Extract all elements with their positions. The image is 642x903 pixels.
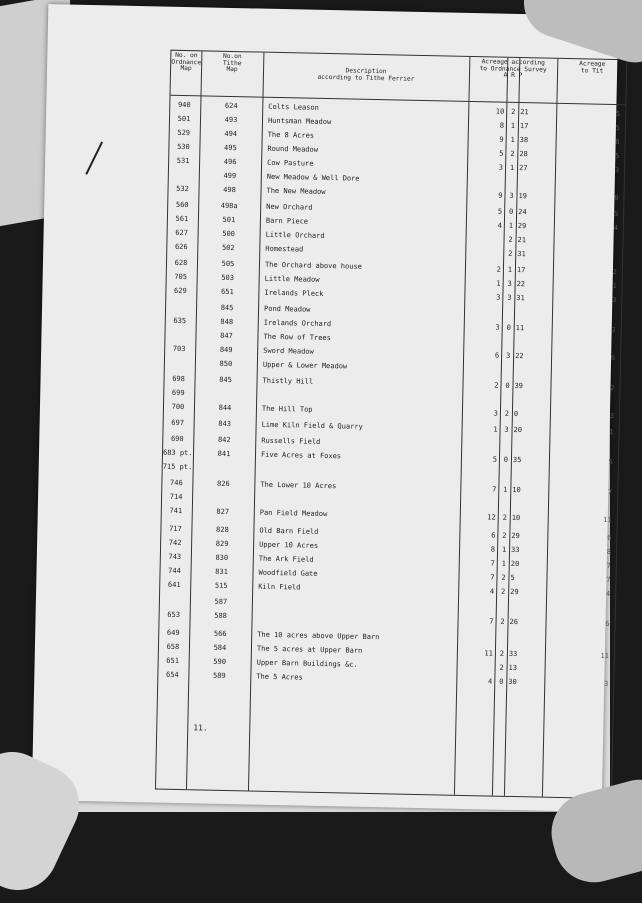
roods: 2: [498, 572, 508, 584]
roods: 2: [507, 148, 517, 160]
acres: 3: [486, 407, 498, 419]
tithe-acreage: 7: [596, 574, 610, 586]
ordnance-number: 532: [168, 183, 196, 196]
roods: 0: [501, 454, 511, 466]
field-description: Irelands Orchard: [264, 317, 464, 333]
perches: 27: [519, 162, 535, 174]
perches: 21: [517, 234, 533, 246]
roods: 3: [506, 190, 516, 202]
acres: 7: [482, 571, 494, 583]
tithe-number: 651: [196, 285, 258, 298]
acres: 10: [492, 105, 504, 117]
roods: 1: [508, 134, 518, 146]
ordnance-number: 529: [170, 127, 198, 140]
roods: 0: [504, 322, 514, 334]
tithe-number: 828: [191, 523, 253, 536]
tithe-acreage: 3: [605, 164, 619, 176]
ordnance-number: 741: [162, 505, 190, 518]
tithe-number: 499: [199, 169, 261, 182]
tithe-number: 584: [189, 641, 251, 654]
ordnance-number: 715 pt.: [163, 461, 191, 474]
acres: 8: [483, 543, 495, 555]
ordnance-number: [169, 169, 197, 170]
field-description: Pan Field Meadow: [260, 507, 460, 523]
tithe-number: 588: [190, 609, 252, 622]
perches: 17: [520, 120, 536, 132]
tithe-number: 843: [194, 417, 256, 430]
field-description: Round Meadow: [267, 143, 467, 159]
acres: 7: [484, 483, 496, 495]
header-description: Description according to Tithe Ferrier: [265, 67, 467, 84]
tithe-number: 826: [192, 477, 254, 490]
tithe-number: 502: [197, 241, 259, 254]
field-description: The 8 Acres: [268, 129, 468, 145]
field-description: New Meadow & Well Dore: [267, 171, 467, 187]
ordnance-number: 635: [166, 315, 194, 328]
tithe-number: 493: [200, 113, 262, 126]
acres: 12: [484, 511, 496, 523]
tithe-number: 849: [195, 343, 257, 356]
field-description: Homestead: [265, 243, 465, 259]
acres: 5: [491, 147, 503, 159]
tithe-number: 566: [189, 627, 251, 640]
field-description: Upper Barn Buildings &c.: [257, 657, 457, 673]
perches: 22: [517, 278, 533, 290]
tithe-number: 587: [190, 595, 252, 608]
perches: 5: [510, 572, 526, 584]
roods: 0: [502, 380, 512, 392]
tithe-number: 498: [198, 183, 260, 196]
perches: 35: [513, 454, 529, 466]
header-ordnance-map: No. on Ordnance Map: [171, 53, 201, 73]
tithe-acreage: 11: [595, 650, 609, 662]
field-description: Kiln Field: [258, 581, 458, 597]
tithe-number: [193, 461, 255, 462]
tithe-acreage: 7: [597, 560, 611, 572]
tithe-number: 829: [191, 537, 253, 550]
tithe-number: 515: [190, 579, 252, 592]
field-description: Little Orchard: [265, 229, 465, 245]
perches: 30: [508, 676, 524, 688]
tithe-number: 845: [196, 301, 258, 314]
ordnance-number: 629: [166, 285, 194, 298]
ordnance-number: 530: [169, 141, 197, 154]
perches: 39: [514, 380, 530, 392]
ordnance-number: [165, 357, 193, 358]
field-description: Irelands Pleck: [264, 287, 464, 303]
ordnance-number: [160, 595, 188, 596]
field-description: Woodfield Gate: [258, 567, 458, 583]
tithe-number: 847: [195, 329, 257, 342]
roods: 0: [506, 206, 516, 218]
tithe-acreage: 1: [599, 426, 613, 438]
field-description: Old Barn Field: [259, 525, 459, 541]
acres: 1: [489, 277, 501, 289]
roods: 1: [507, 162, 517, 174]
tithe-number: 831: [190, 565, 252, 578]
tithe-number: 850: [195, 357, 257, 370]
acres: 3: [491, 161, 503, 173]
ordnance-number: 742: [161, 537, 189, 550]
roods: 1: [499, 558, 509, 570]
tithe-acreage: 5: [599, 456, 613, 468]
tithe-acreage: 1: [602, 280, 616, 292]
tithe-number: 500: [198, 227, 260, 240]
ordnance-number: 697: [164, 417, 192, 430]
tithe-acreage: 11: [598, 514, 612, 526]
perches: 22: [515, 350, 531, 362]
tithe-number: 505: [197, 257, 259, 270]
ordnance-number: 940: [170, 99, 198, 112]
acres: 9: [490, 189, 502, 201]
tithe-number: 589: [188, 669, 250, 682]
tithe-acreage: 3: [594, 678, 608, 690]
header-acreage-ordnance: Acreage according to Ordnance Survey A R P: [469, 59, 557, 80]
field-description: Upper & Lower Meadow: [263, 359, 463, 375]
roods: 2: [505, 234, 515, 246]
acres: 4: [490, 219, 502, 231]
perches: 17: [517, 264, 533, 276]
tithe-number: 845: [194, 373, 256, 386]
ordnance-number: 653: [160, 609, 188, 622]
tithe-acreage: 5: [605, 150, 619, 162]
perches: 20: [513, 424, 529, 436]
acres: 6: [487, 349, 499, 361]
ordnance-number: 651: [159, 655, 187, 668]
tithe-number: 844: [194, 401, 256, 414]
tithe-acreage: 7: [598, 486, 612, 498]
perches: 33: [511, 544, 527, 556]
roods: 0: [496, 676, 506, 688]
tithe-number: 827: [192, 505, 254, 518]
roods: 1: [500, 484, 510, 496]
tithe-number: 503: [197, 271, 259, 284]
perches: 13: [508, 662, 524, 674]
tithe-number: 495: [199, 141, 261, 154]
tithe-number: 494: [200, 127, 262, 140]
ordnance-number: 658: [159, 641, 187, 654]
document-page: [32, 4, 619, 812]
field-description: The 5 acres at Upper Barn: [257, 643, 457, 659]
ordnance-number: [166, 329, 194, 330]
tithe-acreage: 6: [597, 532, 611, 544]
tithe-acreage: 5: [606, 122, 620, 134]
header-acreage-tithe: Acreage to Tit: [559, 61, 625, 75]
tithe-acreage: 3: [602, 324, 616, 336]
acres: 2: [486, 379, 498, 391]
acres: 4: [482, 585, 494, 597]
perches: 31: [516, 292, 532, 304]
acres: 7: [481, 615, 493, 627]
perches: 28: [519, 148, 535, 160]
acres: 8: [492, 119, 504, 131]
field-description: Upper 10 Acres: [259, 539, 459, 555]
perches: 26: [509, 616, 525, 628]
acres: 5: [490, 205, 502, 217]
tithe-acreage: 5: [606, 108, 620, 120]
ordnance-number: 560: [168, 199, 196, 212]
field-description: The Row of Trees: [263, 331, 463, 347]
roods: 2: [499, 530, 509, 542]
perches: 38: [520, 134, 536, 146]
ordnance-number: 627: [168, 227, 196, 240]
field-description: Pond Meadow: [264, 303, 464, 319]
perches: 33: [509, 648, 525, 660]
roods: 1: [508, 120, 518, 132]
acres: 2: [489, 263, 501, 275]
page-number: 11.: [193, 723, 208, 732]
field-description: Five Acres at Foxes: [261, 449, 461, 465]
roods: 3: [503, 350, 513, 362]
perches: 24: [518, 206, 534, 218]
field-description: Little Meadow: [265, 273, 465, 289]
tithe-number: [194, 387, 256, 388]
roods: 2: [502, 408, 512, 420]
tithe-number: 501: [198, 213, 260, 226]
perches: 29: [510, 586, 526, 598]
tithe-number: 624: [200, 99, 262, 112]
tithe-acreage: 6: [601, 352, 615, 364]
ordnance-number: 628: [167, 257, 195, 270]
perches: 0: [514, 408, 530, 420]
roods: 2: [496, 662, 506, 674]
perches: 31: [517, 248, 533, 260]
acres: 7: [483, 557, 495, 569]
tithe-number: 498a: [198, 199, 260, 212]
perches: 10: [512, 512, 528, 524]
roods: 2: [505, 248, 515, 260]
ordnance-number: 705: [167, 271, 195, 284]
ordnance-number: 698: [164, 373, 192, 386]
perches: 20: [511, 558, 527, 570]
tithe-number: 842: [193, 433, 255, 446]
roods: 3: [501, 424, 511, 436]
tithe-number: 590: [189, 655, 251, 668]
perches: 21: [520, 106, 536, 118]
field-description: Sword Meadow: [263, 345, 463, 361]
tithe-acreage: 4: [596, 588, 610, 600]
ordnance-number: 683 pt.: [163, 447, 191, 460]
ordnance-number: 501: [170, 113, 198, 126]
perches: 29: [518, 220, 534, 232]
pencil-mark-icon: [85, 142, 103, 175]
roods: 2: [508, 106, 518, 118]
roods: 3: [505, 278, 515, 290]
tithe-acreage: 2: [600, 382, 614, 394]
field-description: Cow Pasture: [267, 157, 467, 173]
roods: 2: [497, 616, 507, 628]
ordnance-number: 700: [164, 401, 192, 414]
acres: 1: [485, 423, 497, 435]
roods: 2: [500, 512, 510, 524]
perches: 10: [512, 484, 528, 496]
tithe-acreage: 2: [603, 266, 617, 278]
tithe-acreage: 6: [595, 618, 609, 630]
roods: 1: [506, 220, 516, 232]
field-description: [258, 597, 458, 601]
acres: 6: [483, 529, 495, 541]
field-description: The 5 Acres: [256, 671, 456, 687]
perches: 11: [516, 322, 532, 334]
acres: 9: [492, 133, 504, 145]
roods: 2: [498, 586, 508, 598]
tithe-number: 848: [196, 315, 258, 328]
field-description: Huntsman Meadow: [268, 115, 468, 131]
field-description: New Orchard: [266, 201, 466, 217]
tithe-acreage: 8: [606, 136, 620, 148]
tithe-acreage: 4: [604, 222, 618, 234]
tithe-acreage: 5: [604, 208, 618, 220]
acres: 5: [485, 453, 497, 465]
ordnance-number: 690: [163, 433, 191, 446]
roods: 1: [505, 264, 515, 276]
tithe-acreage: 8: [597, 546, 611, 558]
tithe-number: [192, 491, 254, 492]
field-description: The New Meadow: [266, 185, 466, 201]
ordnance-number: 654: [158, 669, 186, 682]
ordnance-number: 746: [162, 477, 190, 490]
perches: 19: [518, 190, 534, 202]
ordnance-number: 626: [167, 241, 195, 254]
tithe-acreage: 3: [600, 410, 614, 422]
tithe-table: [155, 50, 627, 799]
ordnance-number: 703: [165, 343, 193, 356]
tithe-acreage: 3: [602, 294, 616, 306]
perches: 29: [511, 530, 527, 542]
ordnance-number: 714: [162, 491, 190, 504]
field-description: Russells Field: [261, 435, 461, 451]
ordnance-number: [166, 301, 194, 302]
roods: 1: [499, 544, 509, 556]
ordnance-number: 717: [161, 523, 189, 536]
field-description: The Hill Top: [262, 403, 462, 419]
tithe-number: 496: [199, 155, 261, 168]
ordnance-number: 531: [169, 155, 197, 168]
field-description: The Ark Field: [259, 553, 459, 569]
roods: 2: [497, 648, 507, 660]
ordnance-number: 699: [164, 387, 192, 400]
acres: 3: [488, 291, 500, 303]
tithe-number: 830: [191, 551, 253, 564]
acres: 11: [481, 647, 493, 659]
field-description: Barn Piece: [266, 215, 466, 231]
field-description: The 10 acres above Upper Barn: [257, 629, 457, 645]
ordnance-number: 649: [159, 627, 187, 640]
ordnance-number: 744: [160, 565, 188, 578]
ordnance-number: 743: [161, 551, 189, 564]
acres: 4: [480, 675, 492, 687]
tithe-number: 841: [193, 447, 255, 460]
field-description: Colts Leason: [268, 101, 468, 117]
header-tithe-map: No.on Tithe Map: [203, 53, 261, 74]
field-description: The Orchard above house: [265, 259, 465, 275]
ordnance-number: 561: [168, 213, 196, 226]
field-description: Lime Kiln Field & Quarry: [262, 419, 462, 435]
roods: 3: [504, 292, 514, 304]
tithe-acreage: 9: [604, 192, 618, 204]
acres: 3: [488, 321, 500, 333]
field-description: Thistly Hill: [262, 375, 462, 391]
ordnance-number: 641: [160, 579, 188, 592]
field-description: The Lower 10 Acres: [260, 479, 460, 495]
